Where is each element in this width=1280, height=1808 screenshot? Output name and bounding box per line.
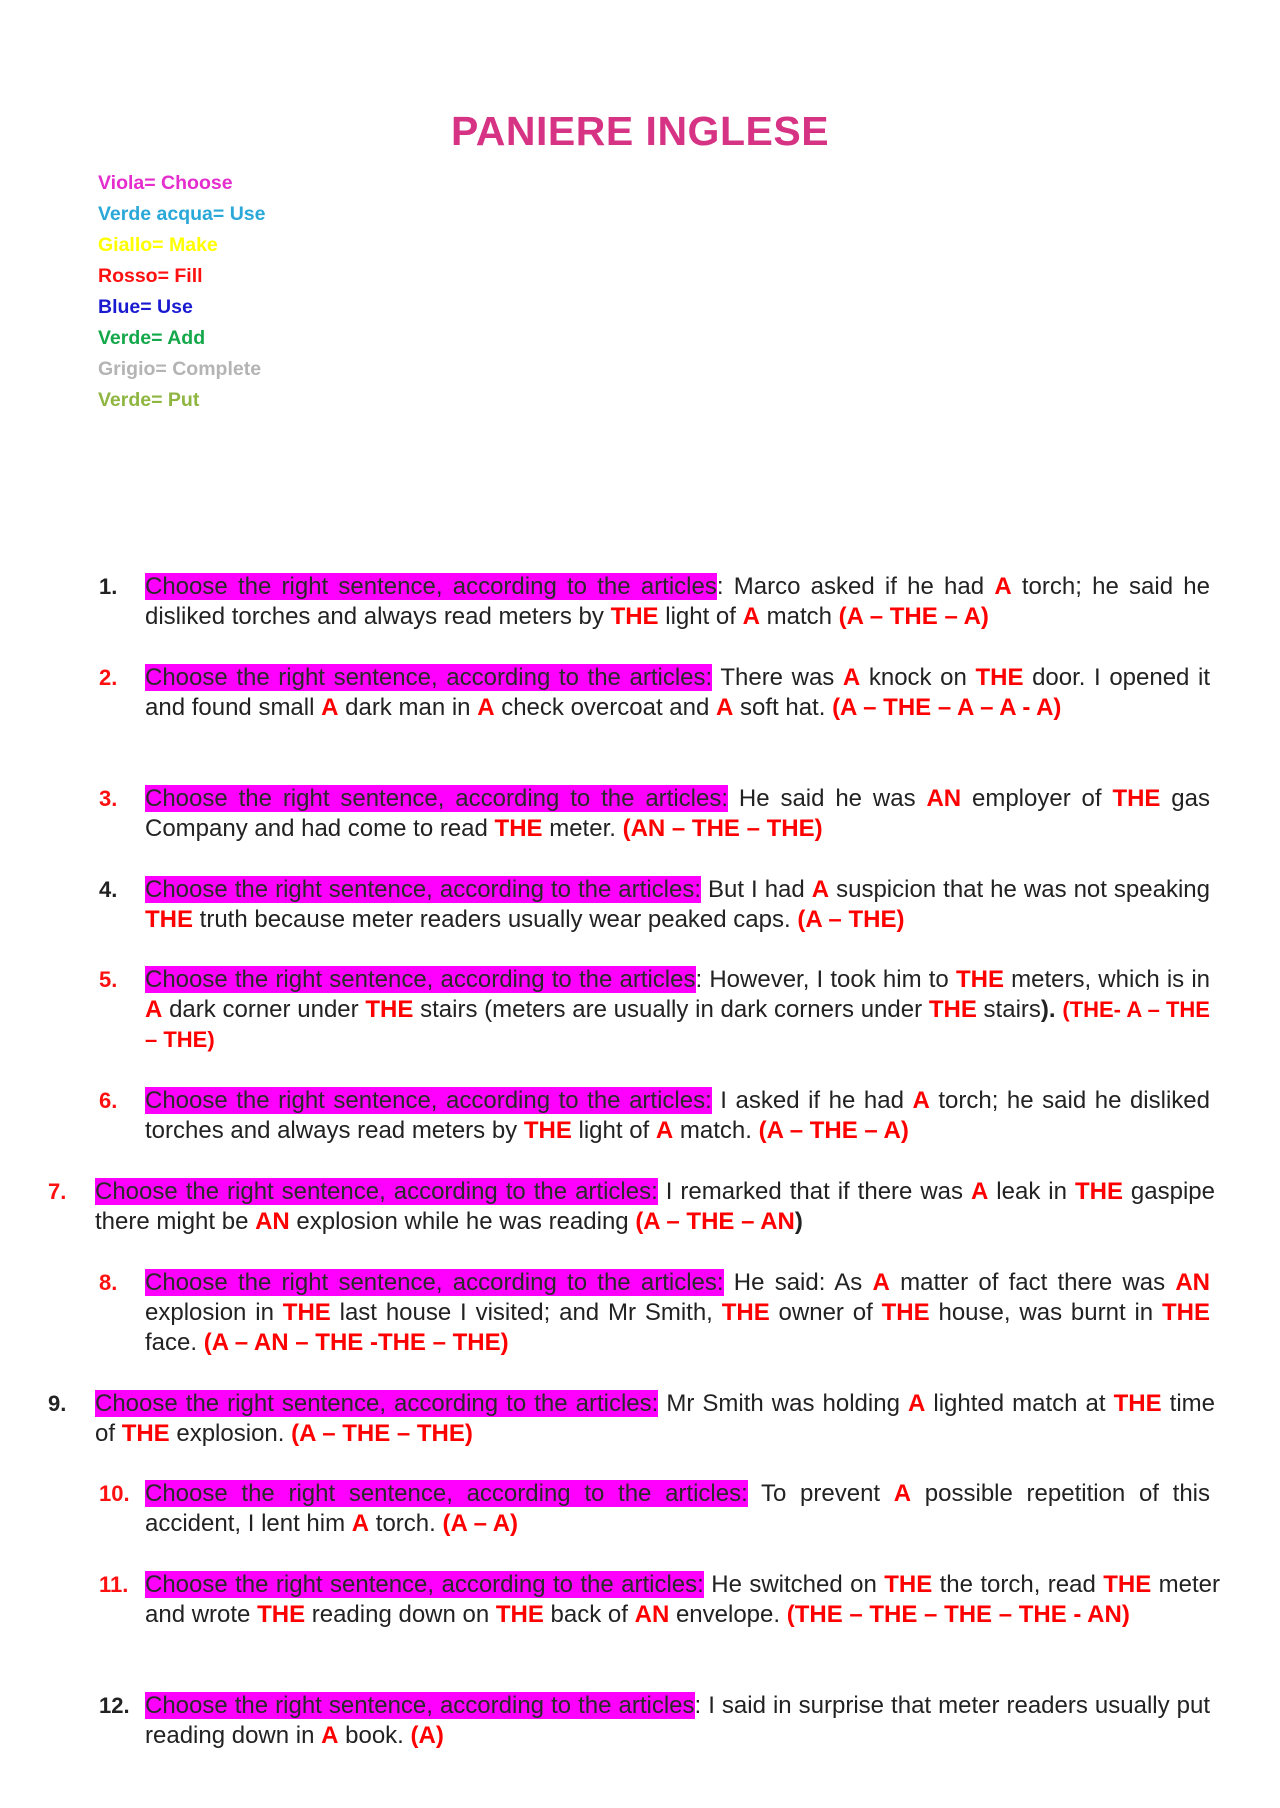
article-answer: THE xyxy=(928,996,977,1023)
question-text: ). xyxy=(1040,996,1056,1023)
question-text: He switched on xyxy=(703,1571,885,1598)
question-text: explosion while he was reading xyxy=(289,1208,636,1235)
article-answer: THE xyxy=(975,664,1024,691)
article-answer: A xyxy=(321,1722,339,1749)
question-text: matter of fact there was xyxy=(889,1269,1176,1296)
question-4 xyxy=(99,875,1211,935)
question-text: He said: As xyxy=(723,1269,873,1296)
answer-key: (A) xyxy=(410,1722,444,1749)
question-text: : I said in surprise that meter readers usually put reading down in xyxy=(145,1692,1210,1749)
legend-item-verde-add: Verde= Add xyxy=(98,327,206,349)
article-answer: A xyxy=(351,1510,370,1537)
article-answer: A xyxy=(145,996,163,1023)
question-prompt: Choose the right sentence, according to the articles: xyxy=(145,1269,724,1296)
question-text: light of xyxy=(571,1117,656,1144)
question-11 xyxy=(99,1570,1221,1630)
question-text: back of xyxy=(543,1601,635,1628)
article-answer: A xyxy=(477,694,495,721)
question-text: explosion. xyxy=(169,1420,292,1447)
article-answer: A xyxy=(811,876,830,903)
article-answer: A xyxy=(971,1178,989,1205)
question-number: 4. xyxy=(99,877,118,902)
question-prompt: Choose the right sentence, according to the articles: xyxy=(145,664,713,691)
article-answer: THE xyxy=(1162,1299,1210,1326)
question-number: 1. xyxy=(99,574,118,599)
question-number: 8. xyxy=(99,1270,118,1295)
article-answer: THE xyxy=(365,996,414,1023)
article-answer: A xyxy=(655,1117,674,1144)
article-answer: THE xyxy=(1113,1390,1162,1417)
article-answer: A xyxy=(912,1087,930,1114)
question-prompt: Choose the right sentence, according to the articles: xyxy=(95,1178,658,1205)
legend-item-giallo: Giallo= Make xyxy=(98,234,218,256)
question-prompt: Choose the right sentence, according to the articles xyxy=(145,1692,695,1719)
question-text: meters, which is in xyxy=(1003,966,1211,993)
answer-key: (A – AN – THE -THE – THE) xyxy=(203,1329,509,1356)
article-answer: A xyxy=(742,603,760,630)
article-answer: THE xyxy=(523,1117,572,1144)
question-prompt: Choose the right sentence, according to the articles xyxy=(145,966,696,993)
question-text: last house I visited; and Mr Smith, xyxy=(330,1299,722,1326)
question-prompt: Choose the right sentence, according to the articles: xyxy=(145,785,729,812)
question-text: He said he was xyxy=(728,785,927,812)
article-answer: A xyxy=(716,694,734,721)
article-answer: AN xyxy=(634,1601,670,1628)
question-text: Mr Smith was holding xyxy=(658,1390,908,1417)
question-9 xyxy=(48,1389,1215,1449)
answer-key: (A – THE – THE) xyxy=(291,1420,473,1447)
question-text: dark man in xyxy=(338,694,478,721)
question-3 xyxy=(99,784,1210,844)
question-text: time of xyxy=(95,1390,1215,1447)
answer-key: (A – THE – A) xyxy=(838,603,989,630)
answer-key: (A – THE – A – A - A) xyxy=(832,694,1062,721)
question-6 xyxy=(99,1086,1210,1146)
legend-item-verde-put: Verde= Put xyxy=(98,389,200,411)
question-number: 6. xyxy=(99,1088,118,1113)
question-10 xyxy=(99,1479,1211,1539)
question-prompt: Choose the right sentence, according to the articles: xyxy=(145,1087,712,1114)
article-answer: A xyxy=(893,1480,912,1507)
answer-key: (A – A) xyxy=(442,1510,519,1537)
page-title: PANIERE INGLESE xyxy=(450,108,830,154)
question-text: torch; he said he disliked torches and always read meters by xyxy=(145,573,1210,630)
question-number: 12. xyxy=(99,1693,130,1718)
question-text: knock on xyxy=(860,664,976,691)
question-number: 2. xyxy=(99,665,118,690)
question-number: 10. xyxy=(99,1481,130,1506)
question-text: lighted match at xyxy=(925,1390,1114,1417)
question-text: torch. xyxy=(369,1510,443,1537)
legend-item-grigio: Grigio= Complete xyxy=(98,358,262,380)
article-answer: THE xyxy=(884,1571,933,1598)
question-text: suspicion that he was not speaking xyxy=(829,876,1211,903)
question-text: stairs xyxy=(976,996,1041,1023)
article-answer: AN xyxy=(1175,1269,1210,1296)
question-text: possible repetition of this accident, I lent him xyxy=(145,1480,1211,1537)
question-text: I remarked that if there was xyxy=(657,1178,971,1205)
question-text: house, was burnt in xyxy=(929,1299,1162,1326)
article-answer: THE xyxy=(1074,1178,1123,1205)
question-text: face. xyxy=(145,1329,204,1356)
question-text: stairs (meters are usually in dark corners under xyxy=(413,996,929,1023)
question-number: 9. xyxy=(48,1391,67,1416)
question-text: door. I opened it and found small xyxy=(145,664,1210,721)
question-text: explosion in xyxy=(145,1299,283,1326)
question-text: leak in xyxy=(988,1178,1075,1205)
question-text: soft hat. xyxy=(733,694,833,721)
answer-key: (THE- A – THE – THE) xyxy=(145,997,1210,1052)
question-text: owner of xyxy=(769,1299,882,1326)
question-prompt: Choose the right sentence, according to the articles: xyxy=(145,1571,704,1598)
legend-item-blue: Blue= Use xyxy=(98,296,193,318)
question-12 xyxy=(99,1691,1210,1751)
article-answer: THE xyxy=(610,603,659,630)
article-answer: A xyxy=(321,694,339,721)
answer-key: (AN – THE – THE) xyxy=(622,815,823,842)
question-text: gas Company and had come to read xyxy=(145,785,1210,842)
answer-key: (A – THE – AN xyxy=(635,1208,795,1235)
question-prompt: Choose the right sentence, according to the articles: xyxy=(145,1480,748,1507)
question-prompt: Choose the right sentence, according to the articles: xyxy=(95,1390,659,1417)
question-text: book. xyxy=(338,1722,411,1749)
question-5 xyxy=(99,965,1211,1055)
question-text: truth because meter readers usually wear peaked caps. xyxy=(193,906,798,933)
question-text: light of xyxy=(658,603,743,630)
article-answer: THE xyxy=(145,906,193,933)
question-text: match xyxy=(759,603,839,630)
question-prompt: Choose the right sentence, according to the articles xyxy=(145,573,717,600)
article-answer: THE xyxy=(494,815,543,842)
question-text: To prevent xyxy=(747,1480,894,1507)
question-text: : Marco asked if he had xyxy=(716,573,995,600)
question-text: torch; he said he disliked torches and always read meters by xyxy=(145,1087,1210,1144)
legend-item-viola: Viola= Choose xyxy=(98,172,233,194)
question-text: dark corner under xyxy=(162,996,366,1023)
question-text: match. xyxy=(673,1117,759,1144)
color-legend xyxy=(98,168,265,416)
question-text: check overcoat and xyxy=(494,694,716,721)
article-answer: THE xyxy=(1103,1571,1152,1598)
question-number: 7. xyxy=(48,1179,67,1204)
answer-key: (THE – THE – THE – THE - AN) xyxy=(786,1601,1130,1628)
article-answer: AN xyxy=(926,785,962,812)
question-text: employer of xyxy=(961,785,1113,812)
question-text: meter. xyxy=(542,815,623,842)
question-number: 3. xyxy=(99,786,118,811)
article-answer: THE xyxy=(282,1299,331,1326)
question-prompt: Choose the right sentence, according to the articles: xyxy=(145,876,701,903)
question-text: envelope. xyxy=(669,1601,787,1628)
article-answer: A xyxy=(994,573,1012,600)
article-answer: THE xyxy=(881,1299,930,1326)
article-answer: THE xyxy=(955,966,1004,993)
article-answer: A xyxy=(907,1390,926,1417)
article-answer: AN xyxy=(255,1208,290,1235)
question-text: But I had xyxy=(701,876,812,903)
question-7 xyxy=(48,1177,1216,1237)
article-answer: THE xyxy=(1112,785,1161,812)
legend-item-rosso: Rosso= Fill xyxy=(98,265,203,287)
question-text: There was xyxy=(712,664,843,691)
question-text: ) xyxy=(794,1208,803,1235)
question-8 xyxy=(99,1268,1210,1358)
question-text: gaspipe there might be xyxy=(95,1178,1216,1235)
question-text: the torch, read xyxy=(932,1571,1104,1598)
answer-key: (A – THE – A) xyxy=(758,1117,909,1144)
question-text: I asked if he had xyxy=(711,1087,913,1114)
question-text: meter and wrote xyxy=(145,1571,1221,1628)
question-1 xyxy=(99,572,1210,632)
question-2 xyxy=(99,663,1210,723)
article-answer: THE xyxy=(495,1601,544,1628)
article-answer: A xyxy=(842,664,861,691)
answer-key: (A – THE) xyxy=(797,906,905,933)
question-number: 11. xyxy=(99,1572,129,1597)
question-number: 5. xyxy=(99,967,118,992)
article-answer: THE xyxy=(121,1420,170,1447)
article-answer: A xyxy=(872,1269,890,1296)
question-text: reading down on xyxy=(305,1601,496,1628)
legend-item-verde-acqua: Verde acqua= Use xyxy=(98,203,266,225)
article-answer: THE xyxy=(257,1601,306,1628)
question-text: : However, I took him to xyxy=(695,966,956,993)
article-answer: THE xyxy=(721,1299,770,1326)
